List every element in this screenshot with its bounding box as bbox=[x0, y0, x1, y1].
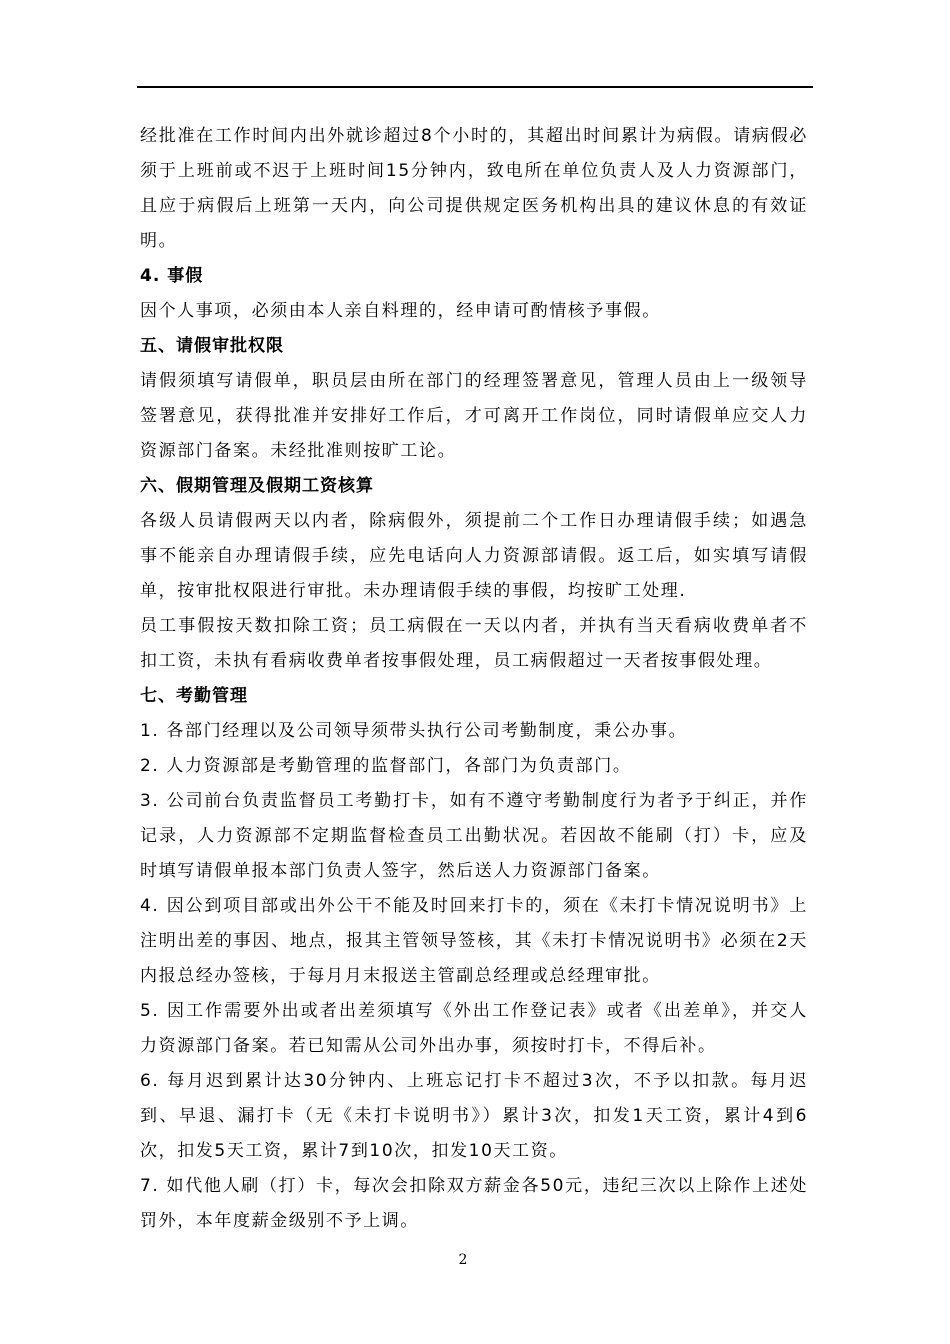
page-number-footer bbox=[0, 1252, 950, 1268]
list-item-7: 7. 如代他人刷（打）卡，每次会扣除双方薪金各50元，违纪三次以上除作上述处罚外，本年度薪金级别不予上调。 bbox=[140, 1176, 808, 1231]
paragraph-personal-leave: 因个人事项，必须由本人亲自料理的，经申请可酌情核予事假。 bbox=[140, 301, 661, 321]
list-item-1: 1. 各部门经理以及公司领导须带头执行公司考勤制度，秉公办事。 bbox=[140, 721, 688, 741]
list-item-5: 5. 因工作需要外出或者出差须填写《外出工作登记表》或者《出差单》，并交人力资源部门备案。若已知需从公司外出办事，须按时打卡，不得后补。 bbox=[140, 1001, 808, 1056]
heading-leave-management: 六、假期管理及假期工资核算 bbox=[140, 476, 374, 496]
paragraph-sick-leave-cont: 经批准在工作时间内出外就诊超过8个小时的，其超出时间累计为病假。请病假必须于上班前或不迟于上班时间15分钟内，致电所在单位负责人及人力资源部门，且应于病假后上班第一天内，向公司提供规定医务机构出具的建议休息的有效证明。 bbox=[140, 126, 808, 251]
list-item-2: 2. 人力资源部是考勤管理的监督部门，各部门为负责部门。 bbox=[140, 756, 632, 776]
document-body bbox=[140, 119, 808, 1239]
page-number: 2 bbox=[458, 1252, 468, 1268]
heading-attendance: 七、考勤管理 bbox=[140, 686, 248, 706]
heading-leave-approval: 五、请假审批权限 bbox=[140, 336, 284, 356]
list-item-6: 6. 每月迟到累计达30分钟内、上班忘记打卡不超过3次，不予以扣款。每月迟到、早退、漏打卡（无《未打卡说明书》）累计3次，扣发1天工资，累计4到6次，扣发5天工资，累计7到10次，扣发10天工资。 bbox=[140, 1071, 808, 1161]
paragraph-leave-approval: 请假须填写请假单，职员层由所在部门的经理签署意见，管理人员由上一级领导签署意见，获得批准并安排好工作后，才可离开工作岗位，同时请假单应交人力资源部门备案。未经批准则按旷工论。 bbox=[140, 371, 808, 461]
list-item-4: 4. 因公到项目部或出外公干不能及时回来打卡的，须在《未打卡情况说明书》上注明出差的事因、地点，报其主管领导签核，其《未打卡情况说明书》必须在2天内报总经办签核，于每月月末报送主管副总经理或总经理审批。 bbox=[140, 896, 808, 986]
paragraph-leave-procedure: 各级人员请假两天以内者，除病假外，须提前二个工作日办理请假手续；如遇急事不能亲自办理请假手续，应先电话向人力资源部请假。返工后，如实填写请假单，按审批权限进行审批。未办理请假手续的事假，均按旷工处理. bbox=[140, 511, 808, 601]
heading-personal-leave: 4. 事假 bbox=[140, 266, 204, 286]
list-item-3: 3. 公司前台负责监督员工考勤打卡，如有不遵守考勤制度行为者予于纠正，并作记录，人力资源部不定期监督检查员工出勤状况。若因故不能刷（打）卡，应及时填写请假单报本部门负责人签字，然后送人力资源部门备案。 bbox=[140, 791, 808, 881]
header-rule bbox=[137, 86, 813, 88]
paragraph-leave-pay: 员工事假按天数扣除工资；员工病假在一天以内者，并执有当天看病收费单者不扣工资，未执有看病收费单者按事假处理，员工病假超过一天者按事假处理。 bbox=[140, 616, 808, 671]
